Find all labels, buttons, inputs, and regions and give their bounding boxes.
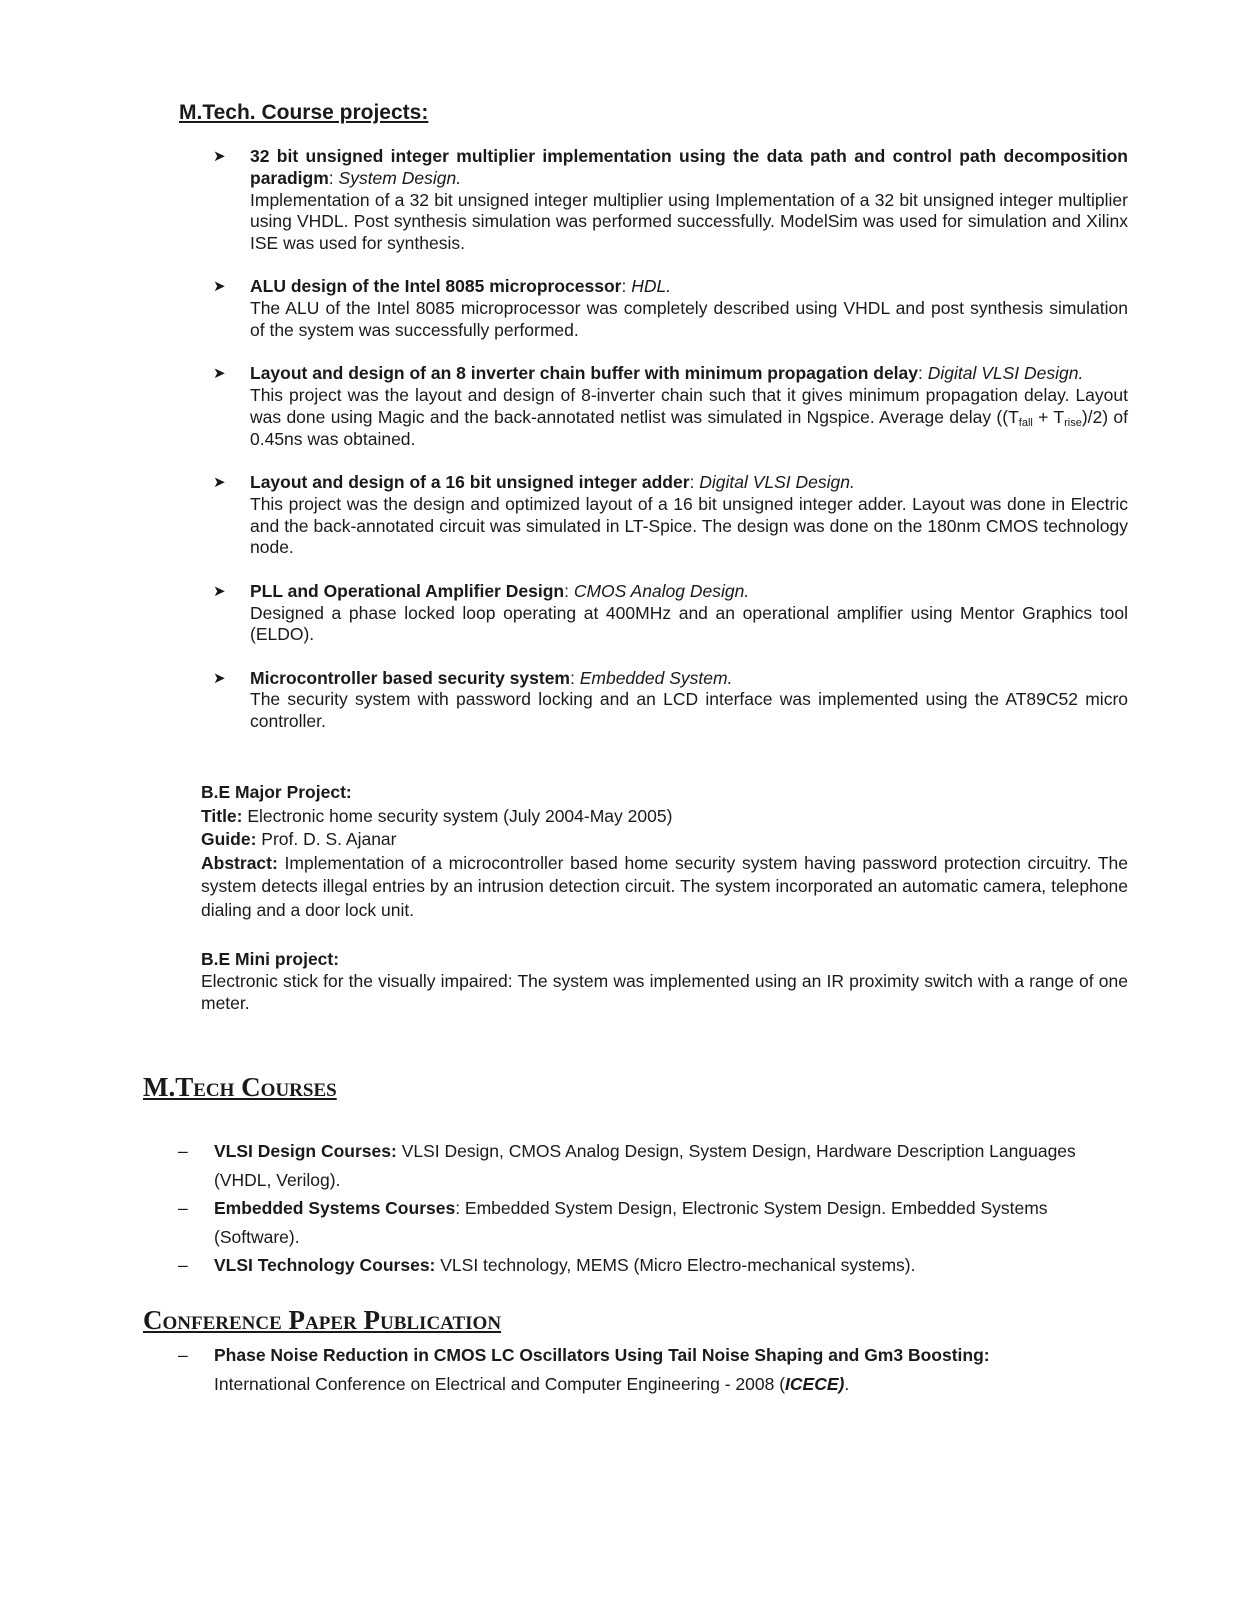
- mtech-projects-heading: M.Tech. Course projects:: [179, 101, 429, 124]
- project-category: Digital VLSI Design.: [699, 472, 855, 493]
- be-major-project: [201, 781, 1128, 922]
- delay-sub-fall: fall: [1018, 416, 1033, 429]
- project-category: Digital VLSI Design.: [927, 363, 1084, 384]
- conference-heading: Conference Paper Publication: [143, 1305, 502, 1335]
- project-item: ➤ Layout and design of an 8 inverter chain buffer with minimum propagation delay: Digital VLSI Design. This project was the layout and design of 8-inverter chain such that it gives minimum propagation delay. Layout was done using Magic and the back-annotated netlist was simulated in Ngspice. Average delay $((T_{fall} + T_{rise})/2)$ of 0.45ns was obtained.: [213, 363, 1128, 449]
- project-item: ➤ ALU design of the Intel 8085 microprocessor: HDL. The ALU of the Intel 8085 microprocessor was completely described using VHDL and post synthesis simulation of the system was successfully performed.: [213, 276, 1128, 341]
- project-item: ➤ Layout and design of a 16 bit unsigned integer adder: Digital VLSI Design. This project was the design and optimized layout of a 16 bit unsigned integer adder. Layout was done in Electric and the back-annotated circuit was simulated in LT-Spice. The design was done on the 180nm CMOS technology node.: [213, 472, 1128, 558]
- arrow-bullet-icon: ➤: [213, 278, 226, 296]
- publication-item: [178, 1341, 1118, 1398]
- project-category: Embedded System.: [579, 667, 733, 688]
- course-item: [178, 1194, 1118, 1251]
- project-title: Microcontroller based security system: [250, 667, 570, 688]
- conference-list: [178, 1341, 1118, 1398]
- arrow-bullet-icon: ➤: [213, 582, 226, 600]
- project-title: 32 bit unsigned integer multiplier implementation using the data path and control path decomposition paradigm: [250, 146, 1128, 188]
- project-description: The ALU of the Intel 8085 microprocessor was completely described using VHDL and post synthesis simulation of the system was successfully performed.: [250, 298, 1128, 341]
- paper-title: Phase Noise Reduction in CMOS LC Oscillators Using Tail Noise Shaping and Gm3 Boosting:: [214, 1345, 990, 1365]
- project-item: ➤ Microcontroller based security system: Embedded System. The security system with password locking and an LCD interface was implemented using the AT89C52 micro controller.: [213, 667, 1128, 732]
- arrow-bullet-icon: ➤: [213, 669, 226, 687]
- project-description: Designed a phase locked loop operating at 400MHz and an operational amplifier using Mentor Graphics tool (ELDO).: [250, 602, 1128, 645]
- project-description: [250, 385, 1128, 450]
- course-label: Embedded Systems Courses: [214, 1198, 456, 1218]
- project-title: Layout and design of a 16 bit unsigned integer adder: [250, 472, 690, 493]
- project-title: Layout and design of an 8 inverter chain buffer with minimum propagation delay: [250, 363, 918, 384]
- course-label: VLSI Design Courses:: [214, 1141, 397, 1161]
- mtech-courses-heading: M.Tech Courses: [143, 1072, 337, 1102]
- course-text: VLSI Design, CMOS Analog Design, System Design, Hardware Description Languages (VHDL, Verilog).: [214, 1141, 1076, 1190]
- be-guide-value: Prof. D. S. Ajanar: [261, 829, 397, 849]
- project-category: CMOS Analog Design.: [573, 580, 750, 601]
- course-text: : Embedded System Design, Electronic System Design. Embedded Systems (Software).: [214, 1198, 1048, 1247]
- project-item: ➤ PLL and Operational Amplifier Design: CMOS Analog Design. Designed a phase locked loop operating at 400MHz and an operational amplifier using Mentor Graphics tool (ELDO).: [213, 580, 1128, 645]
- course-label: VLSI Technology Courses:: [214, 1255, 436, 1275]
- be-title-value: Electronic home security system (July 2004-May 2005): [247, 805, 673, 826]
- be-mini-heading: B.E Mini project:: [201, 949, 340, 969]
- paper-venue: International Conference on Electrical and Computer Engineering - 2008 (: [214, 1373, 786, 1394]
- dash-bullet-icon: –: [178, 1141, 188, 1161]
- project-category: HDL.: [631, 276, 672, 297]
- mtech-projects-list: [213, 146, 1128, 755]
- arrow-bullet-icon: ➤: [213, 365, 226, 383]
- delay-sub-rise: rise: [1064, 416, 1082, 429]
- delay-open: ((T: [996, 406, 1019, 427]
- project-item: ➤ 32 bit unsigned integer multiplier implementation using the data path and control path decomposition paradigm: System Design. Implementation of a 32 bit unsigned integer multiplier using Implementation of a 32 bit unsigned integer multiplier using VHDL. Post synthesis simulation was performed successfully. ModelSim was used for simulation and Xilinx ISE was used for synthesis.: [213, 146, 1128, 254]
- delay-close: )/2) of 0.45ns was obtained.: [250, 406, 1128, 449]
- paper-venue-end: .: [844, 1373, 850, 1394]
- dash-bullet-icon: –: [178, 1198, 188, 1218]
- paper-venue-abbr: ICECE): [785, 1373, 845, 1394]
- arrow-bullet-icon: ➤: [213, 474, 226, 492]
- be-abstract-value: Implementation of a microcontroller based home security system having password protection circuitry. The system detects illegal entries by an intrusion detection circuit. The system incorporated an automatic camera, telephone dialing and a door lock unit.: [201, 852, 1128, 920]
- be-mini-text: Electronic stick for the visually impaired: The system was implemented using an IR proximity switch with a range of one meter.: [201, 971, 1128, 1013]
- course-text: VLSI technology, MEMS (Micro Electro-mechanical systems).: [440, 1255, 916, 1275]
- project-description-text: This project was the layout and design of 8-inverter chain such that it gives minimum propagation delay. Layout was done using Magic and the back-annotated netlist was simulated in Ngspice. Average delay: [250, 385, 1128, 427]
- dash-bullet-icon: –: [178, 1345, 188, 1365]
- be-title-label: Title:: [201, 805, 243, 826]
- be-abstract-label: Abstract:: [201, 852, 278, 873]
- be-major-heading: B.E Major Project:: [201, 782, 352, 802]
- course-item: [178, 1137, 1118, 1194]
- course-item: [178, 1251, 1118, 1280]
- project-title: PLL and Operational Amplifier Design: [250, 580, 565, 601]
- project-description: This project was the design and optimized layout of a 16 bit unsigned integer adder. Layout was done in Electric and the back-annotated circuit was simulated in LT-Spice. The design was done on the 180nm CMOS technology node.: [250, 493, 1128, 558]
- be-mini-project: [201, 948, 1128, 1014]
- project-description: Implementation of a 32 bit unsigned integer multiplier using Implementation of a 32 bit unsigned integer multiplier using VHDL. Post synthesis simulation was performed successfully. ModelSim was used for simulation and Xilinx ISE was used for synthesis.: [250, 189, 1128, 254]
- project-title: ALU design of the Intel 8085 microprocessor: [250, 276, 622, 297]
- project-description: The security system with password locking and an LCD interface was implemented using the AT89C52 micro controller.: [250, 689, 1128, 732]
- arrow-bullet-icon: ➤: [213, 148, 226, 165]
- be-guide-label: Guide:: [201, 829, 257, 849]
- dash-bullet-icon: –: [178, 1255, 188, 1275]
- mtech-courses-list: [178, 1137, 1118, 1280]
- delay-plus: + T: [1032, 406, 1065, 427]
- project-category: System Design.: [338, 167, 462, 188]
